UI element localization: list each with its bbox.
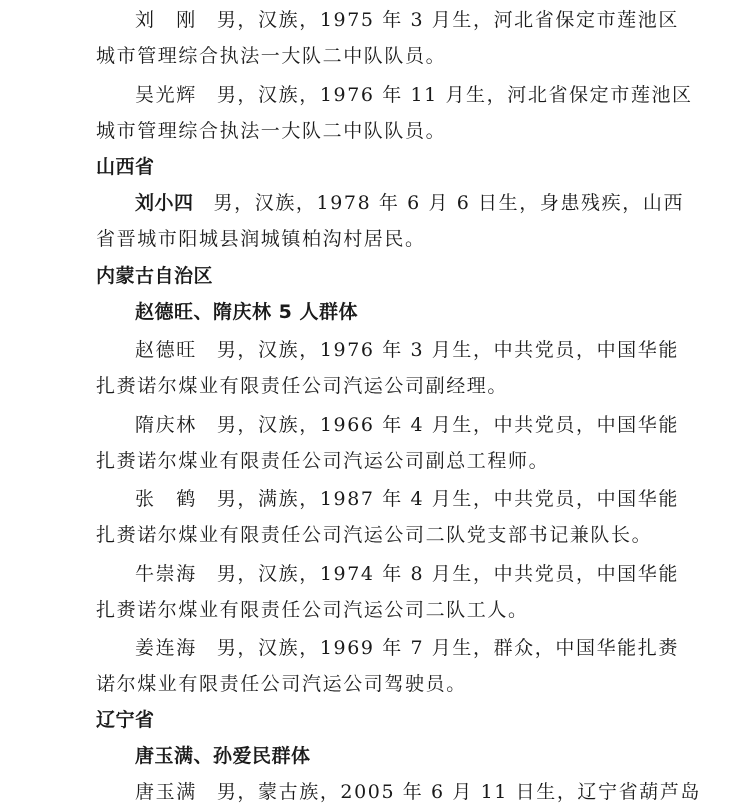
entry-tang-yuman-line1: [135, 780, 701, 804]
person-name: 刘小四: [135, 192, 194, 214]
entry-niu-chonghai-line2: 扎赉诺尔煤业有限责任公司汽运公司二队工人。: [96, 599, 529, 621]
person-description: 男，汉族，1975 年 3 月生，河北省保定市莲池区: [216, 9, 679, 31]
entry-niu-chonghai-line1: [135, 562, 679, 586]
person-name: 刘 刚: [135, 9, 197, 31]
entry-zhao-dewang-line2: 扎赉诺尔煤业有限责任公司汽运公司副经理。: [96, 375, 509, 397]
entry-wu-guanghui-line2: 城市管理综合执法一大队二中队队员。: [96, 120, 447, 142]
group-title-zhao: 赵德旺、隋庆林 5 人群体: [135, 301, 358, 323]
person-description: 男，汉族，1969 年 7 月生，群众，中国华能扎赉: [216, 637, 679, 659]
province-heading-liaoning: 辽宁省: [96, 709, 155, 731]
province-heading-shanxi: 山西省: [96, 156, 155, 178]
person-name: 赵德旺: [135, 339, 197, 361]
person-name: 张 鹤: [135, 488, 197, 510]
person-description: 男，满族，1987 年 4 月生，中共党员，中国华能: [216, 488, 679, 510]
person-name: 姜连海: [135, 637, 197, 659]
person-description: 男，汉族，1974 年 8 月生，中共党员，中国华能: [216, 563, 679, 585]
group-title-tang: 唐玉满、孙爱民群体: [135, 745, 311, 767]
person-name: 隋庆林: [135, 414, 197, 436]
entry-zhao-dewang-line1: [135, 338, 679, 362]
entry-jiang-lianhai-line2: 诺尔煤业有限责任公司汽运公司驾驶员。: [96, 673, 467, 695]
entry-sui-qinglin-line1: [135, 413, 679, 437]
entry-liu-gang-line1: [135, 8, 679, 32]
entry-jiang-lianhai-line1: [135, 636, 679, 660]
person-description: 男，汉族，1976 年 3 月生，中共党员，中国华能: [216, 339, 679, 361]
person-description: 男，蒙古族，2005 年 6 月 11 日生，辽宁省葫芦岛: [216, 781, 702, 803]
entry-zhang-he-line2: 扎赉诺尔煤业有限责任公司汽运公司二队党支部书记兼队长。: [96, 524, 653, 546]
entry-liu-xiaosi-line1: [135, 191, 684, 215]
entry-zhang-he-line1: [135, 487, 679, 511]
entry-wu-guanghui-line1: [135, 83, 693, 107]
person-name: 唐玉满: [135, 781, 197, 803]
person-name: 吴光辉: [135, 84, 197, 106]
entry-sui-qinglin-line2: 扎赉诺尔煤业有限责任公司汽运公司副总工程师。: [96, 450, 550, 472]
province-heading-neimenggu: 内蒙古自治区: [96, 265, 214, 287]
person-description: 男，汉族，1976 年 11 月生，河北省保定市莲池区: [216, 84, 693, 106]
person-description: 男，汉族，1978 年 6 月 6 日生，身患残疾，山西: [213, 192, 685, 214]
person-description: 男，汉族，1966 年 4 月生，中共党员，中国华能: [216, 414, 679, 436]
entry-liu-xiaosi-line2: 省晋城市阳城县润城镇柏沟村居民。: [96, 228, 426, 250]
entry-liu-gang-line2: 城市管理综合执法一大队二中队队员。: [96, 45, 447, 67]
person-name: 牛崇海: [135, 563, 197, 585]
